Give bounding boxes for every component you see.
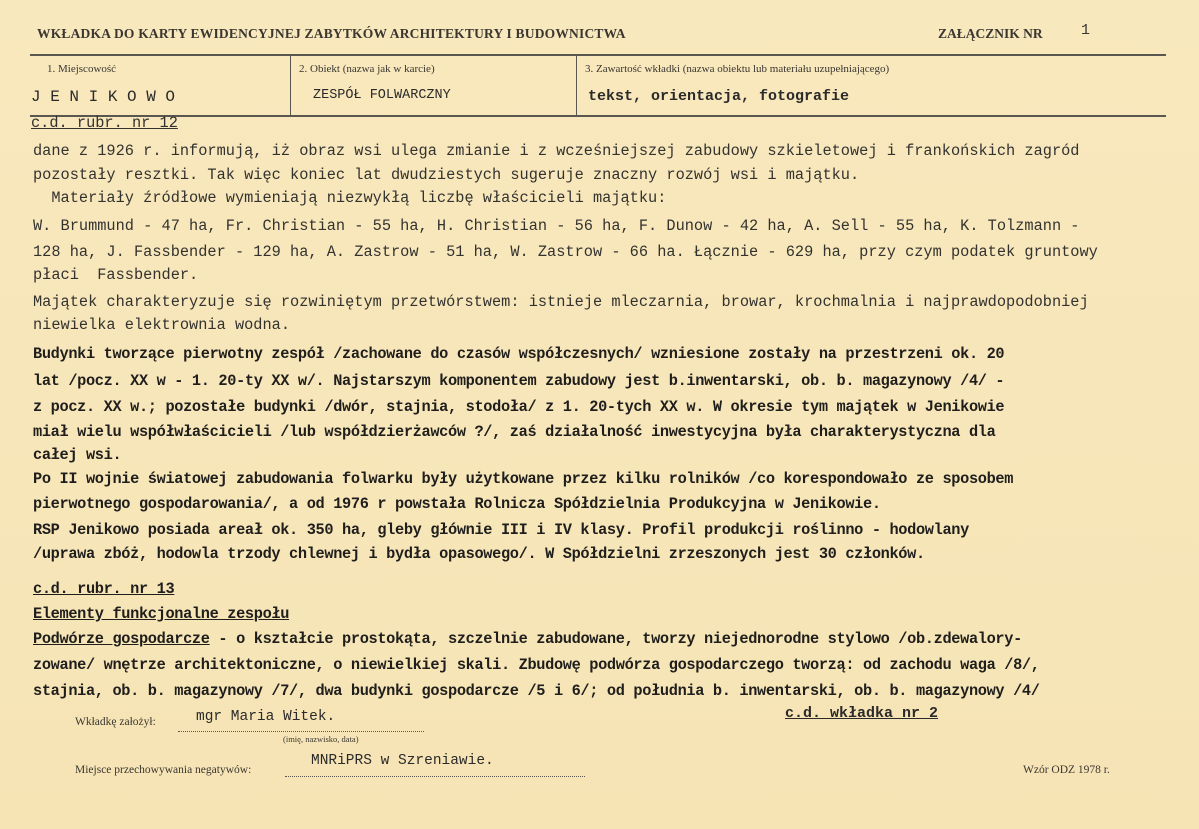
body-line: miał wielu współwłaścicieli /lub współdzierżawców ?/, zaś działalność inwestycyjna była charakterystyczna dla [33, 423, 996, 441]
body-line [33, 628, 1022, 650]
field-1-value: J E N I K O W O [31, 88, 176, 106]
founder-line [178, 731, 424, 732]
body-line: Budynki tworzące pierwotny zespół /zachowane do czasów współczesnych/ wzniesione zostały na przestrzeni ok. 20 [33, 345, 1005, 363]
form-model: Wzór ODZ 1978 r. [1023, 764, 1110, 776]
body-line: RSP Jenikowo posiada areał ok. 350 ha, gleby głównie III i IV klasy. Profil produkcji roślinno - hodowlany [33, 521, 969, 539]
body-line: całej wsi. [33, 446, 122, 464]
field-divider-2 [576, 56, 577, 115]
header-rule [30, 54, 1166, 56]
field-2-value: ZESPÓŁ FOLWARCZNY [313, 88, 451, 103]
body-line: W. Brummund - 47 ha, Fr. Christian - 55 ha, H. Christian - 56 ha, F. Dunow - 42 ha, A. Sell - 55 ha, K. Tolzmann - [33, 217, 1080, 235]
section-heading: Elementy funkcjonalne zespołu [33, 605, 290, 623]
field-3-label: 3. Zawartość wkładki (nazwa obiektu lub materiału uzupełniającego) [585, 63, 890, 75]
founder-hint: (imię, nazwisko, data) [283, 734, 359, 744]
field-divider-1 [290, 56, 291, 115]
body-line: niewielka elektrownia wodna. [33, 316, 291, 334]
attachment-number: 1 [1081, 22, 1091, 39]
body-line-rest: - o kształcie prostokąta, szczelnie zabudowane, tworzy niejednorodne stylowo /ob.zdewalory- [209, 630, 1022, 648]
rubric-13-heading: c.d. rubr. nr 13 [33, 580, 175, 598]
body-line: /uprawa zbóż, hodowla trzody chlewnej i bydła opasowego/. W Spółdzielni zrzeszonych jest 30 członków. [33, 545, 925, 563]
body-line: pozostały resztki. Tak więc koniec lat dwudziestych sugeruje znaczny rozwój wsi i majątku. [33, 166, 860, 184]
attachment-label: ZAŁĄCZNIK NR [938, 26, 1043, 41]
body-line: lat /pocz. XX w - 1. 20-ty XX w/. Najstarszym komponentem zabudowy jest b.inwentarski, ob. b. magazynowy /4/ - [33, 372, 1005, 390]
founder-label: Wkładkę założył: [75, 716, 156, 728]
storage-line [285, 776, 585, 777]
body-line: Po II wojnie światowej zabudowania folwarku były użytkowane przez kilku rolników /co korespondowało ze sposobem [33, 470, 1014, 488]
body-line: dane z 1926 r. informują, iż obraz wsi ulega zmianie i z wcześniejszej zabudowy szkieletowej i frankońskich zagród [33, 142, 1080, 160]
body-line: stajnia, ob. b. magazynowy /7/, dwa budynki gospodarcze /5 i 6/; od południa b. inwentarski, ob. b. magazynowy /4/ [33, 682, 1040, 700]
body-line: 128 ha, J. Fassbender - 129 ha, A. Zastrow - 51 ha, W. Zastrow - 66 ha. Łącznie - 629 ha, przy czym podatek gruntowy [33, 243, 1098, 261]
field-3-value: tekst, orientacja, fotografie [588, 88, 850, 105]
founder-value: mgr Maria Witek. [196, 709, 336, 725]
body-line: zowane/ wnętrze architektoniczne, o niewielkiej skali. Zbudowę podwórza gospodarczego tworzą: od zachodu waga /8/, [33, 656, 1040, 674]
courtyard-term: Podwórze gospodarcze [33, 630, 210, 648]
field-2-label: 2. Obiekt (nazwa jak w karcie) [299, 63, 435, 75]
next-insert: c.d. wkładka nr 2 [785, 705, 939, 722]
body-line: Materiały źródłowe wymieniają niezwykłą liczbę właścicieli majątku: [33, 189, 667, 207]
field-1-label: 1. Miejscowość [47, 63, 117, 75]
body-line: Majątek charakteryzuje się rozwiniętym przetwórstwem: istnieje mleczarnia, browar, krochmalnia i najprawdopodobniej [33, 293, 1089, 311]
storage-value: MNRiPRS w Szreniawie. [311, 753, 494, 769]
storage-label: Miejsce przechowywania negatywów: [75, 764, 252, 776]
fields-rule [30, 115, 1166, 117]
rubric-12-heading: c.d. rubr. nr 12 [31, 114, 178, 132]
body-line: płaci Fassbender. [33, 266, 199, 284]
card-title: WKŁADKA DO KARTY EWIDENCYJNEJ ZABYTKÓW ARCHITEKTURY I BUDOWNICTWA [37, 26, 626, 41]
body-line: pierwotnego gospodarowania/, a od 1976 r powstała Rolnicza Spółdzielnia Produkcyjna w Jenikowie. [33, 495, 881, 513]
body-line: z pocz. XX w.; pozostałe budynki /dwór, stajnia, stodoła/ z 1. 20-tych XX w. W okresie tym majątek w Jenikowie [33, 398, 1005, 416]
